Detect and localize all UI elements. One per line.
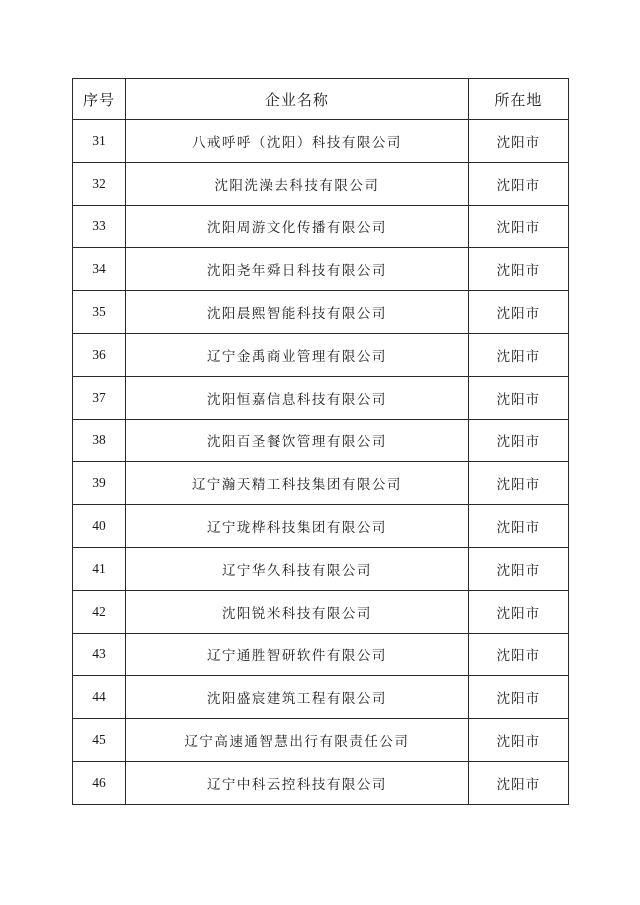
company-name-cell: 沈阳盛宸建筑工程有限公司	[126, 676, 469, 719]
company-name-cell: 沈阳恒嘉信息科技有限公司	[126, 376, 469, 419]
location-cell: 沈阳市	[468, 633, 568, 676]
location-cell: 沈阳市	[468, 162, 568, 205]
company-name-cell: 沈阳锐米科技有限公司	[126, 590, 469, 633]
location-cell: 沈阳市	[468, 462, 568, 505]
table-row	[73, 248, 569, 291]
table-row	[73, 676, 569, 719]
table-row	[73, 291, 569, 334]
serial-number-cell: 33	[73, 205, 126, 248]
serial-number-cell: 46	[73, 761, 126, 804]
company-name-cell: 沈阳周游文化传播有限公司	[126, 205, 469, 248]
serial-number-cell: 32	[73, 162, 126, 205]
serial-number-cell: 31	[73, 120, 126, 163]
location-cell: 沈阳市	[468, 333, 568, 376]
serial-number-cell: 40	[73, 505, 126, 548]
location-cell: 沈阳市	[468, 719, 568, 762]
table-row	[73, 162, 569, 205]
table-row	[73, 719, 569, 762]
location-cell: 沈阳市	[468, 120, 568, 163]
company-list-table	[72, 78, 569, 805]
serial-number-cell: 35	[73, 291, 126, 334]
location-cell: 沈阳市	[468, 248, 568, 291]
location-cell: 沈阳市	[468, 547, 568, 590]
table-header-row	[73, 79, 569, 120]
serial-number-cell: 38	[73, 419, 126, 462]
company-name-cell: 辽宁珑桦科技集团有限公司	[126, 505, 469, 548]
table-row	[73, 547, 569, 590]
serial-number-cell: 45	[73, 719, 126, 762]
company-name-cell: 辽宁瀚天精工科技集团有限公司	[126, 462, 469, 505]
company-name-cell: 辽宁高速通智慧出行有限责任公司	[126, 719, 469, 762]
company-name-cell: 沈阳洗澡去科技有限公司	[126, 162, 469, 205]
serial-number-cell: 36	[73, 333, 126, 376]
serial-number-cell: 37	[73, 376, 126, 419]
location-cell: 沈阳市	[468, 676, 568, 719]
company-name-cell: 沈阳尧年舜日科技有限公司	[126, 248, 469, 291]
table-row	[73, 633, 569, 676]
serial-number-cell: 43	[73, 633, 126, 676]
location-cell: 沈阳市	[468, 291, 568, 334]
location-cell: 沈阳市	[468, 376, 568, 419]
table-row	[73, 205, 569, 248]
header-location: 所在地	[468, 79, 568, 120]
company-name-cell: 辽宁华久科技有限公司	[126, 547, 469, 590]
serial-number-cell: 39	[73, 462, 126, 505]
location-cell: 沈阳市	[468, 419, 568, 462]
serial-number-cell: 42	[73, 590, 126, 633]
header-company-name: 企业名称	[126, 79, 469, 120]
location-cell: 沈阳市	[468, 505, 568, 548]
header-serial-number: 序号	[73, 79, 126, 120]
table-row	[73, 120, 569, 163]
table-row	[73, 333, 569, 376]
company-name-cell: 八戒呼呼（沈阳）科技有限公司	[126, 120, 469, 163]
serial-number-cell: 41	[73, 547, 126, 590]
serial-number-cell: 34	[73, 248, 126, 291]
location-cell: 沈阳市	[468, 205, 568, 248]
company-name-cell: 沈阳百圣餐饮管理有限公司	[126, 419, 469, 462]
table-row	[73, 462, 569, 505]
table-body	[73, 120, 569, 805]
table-row	[73, 505, 569, 548]
table-row	[73, 590, 569, 633]
serial-number-cell: 44	[73, 676, 126, 719]
company-name-cell: 辽宁通胜智研软件有限公司	[126, 633, 469, 676]
company-name-cell: 辽宁金禹商业管理有限公司	[126, 333, 469, 376]
location-cell: 沈阳市	[468, 761, 568, 804]
company-name-cell: 沈阳晨熙智能科技有限公司	[126, 291, 469, 334]
table-row	[73, 376, 569, 419]
location-cell: 沈阳市	[468, 590, 568, 633]
table-row	[73, 761, 569, 804]
company-name-cell: 辽宁中科云控科技有限公司	[126, 761, 469, 804]
table-row	[73, 419, 569, 462]
